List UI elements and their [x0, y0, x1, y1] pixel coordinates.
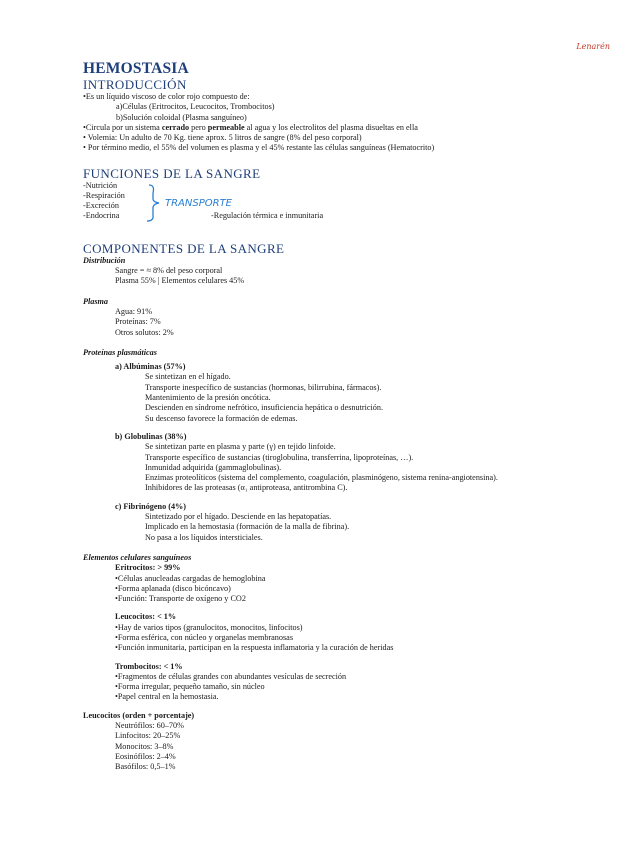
globulinas-line: Enzimas proteolíticos (sistema del complemento, coagulación, plasminógeno, sistema renina-angiotensina). — [145, 473, 498, 483]
albuminas-line: Descienden en síndrome nefrótico, insuficiencia hepática o desnutrición. — [145, 403, 384, 413]
funciones-list — [83, 181, 603, 225]
albuminas-line: Su descenso favorece la formación de edemas. — [145, 413, 298, 423]
albuminas-line: Transporte inespecífico de sustancias (hormonas, bilirrubina, fármacos). — [145, 382, 382, 392]
intro-line-4 — [83, 123, 603, 133]
intro-line-4-post: al agua y los electrolitos del plasma disueltas en ella — [244, 122, 418, 132]
document-title: HEMOSTASIA — [83, 60, 189, 77]
intro-line-2: a)Células (Eritrocitos, Leucocitos, Trombocitos) — [116, 102, 275, 112]
plasma-line: Otros solutos: 2% — [115, 327, 174, 337]
intro-line-4-pre: •Circula por un sistema — [83, 122, 162, 132]
handwritten-transporte: TRANSPORTE — [165, 197, 233, 209]
funcion-item: -Excreción — [83, 200, 119, 210]
intro-line-3: b)Solución coloidal (Plasma sanguíneo) — [116, 112, 247, 122]
albuminas-line: Mantenimiento de la presión oncótica. — [145, 393, 271, 403]
intro-line-5: • Volemia: Un adulto de 70 Kg. tiene aprox. 5 litros de sangre (8% del peso corporal) — [83, 133, 362, 143]
intro-line-6: • Por término medio, el 55% del volumen es plasma y el 45% restante las células sanguíneas (Hematocrito) — [83, 143, 435, 153]
globulinas-line: Se sintetizan parte en plasma y parte (γ) en tejido linfoide. — [145, 442, 336, 452]
plasma-label: Plasma — [83, 296, 109, 306]
leucocitos-line: •Hay de varios tipos (granulocitos, monocitos, linfocitos) — [115, 622, 303, 632]
globulinas-title: b) Globulinas (38%) — [115, 431, 187, 441]
trombocitos-line: •Forma irregular, pequeño tamaño, sin núcleo — [115, 682, 265, 692]
globulinas-line: Transporte específico de sustancias (tiroglobulina, transferrina, lipoproteínas, …). — [145, 452, 414, 462]
eritrocitos-line: •Células anucleadas cargadas de hemoglobina — [115, 573, 266, 583]
plasma-line: Agua: 91% — [115, 306, 153, 316]
document-content — [83, 60, 603, 773]
leucocitos-orden-line: Linfocitos: 20–25% — [115, 731, 181, 741]
intro-heading: INTRODUCCIÓN — [83, 77, 187, 92]
globulinas-line: Inmunidad adquirida (gammaglobulinas). — [145, 462, 282, 472]
intro-line-4-mid: pero — [189, 122, 208, 132]
eritrocitos-line: •Función: Transporte de oxígeno y CO2 — [115, 594, 246, 604]
intro-line-1: •Es un líquido viscoso de color rojo compuesto de: — [83, 92, 250, 101]
distribucion-line: Plasma 55% | Elementos celulares 45% — [115, 276, 245, 286]
elementos-label: Elementos celulares sanguíneos — [83, 552, 192, 562]
intro-bold-cerrado: cerrado — [161, 122, 190, 132]
plasma-line: Proteínas: 7% — [115, 317, 161, 327]
fibrinogeno-line: Implicado en la hemostasia (formación de la malla de fibrina). — [145, 522, 350, 532]
funcion-regulacion: -Regulación térmica e inmunitaria — [211, 210, 324, 220]
albuminas-line: Se sintetizan en el hígado. — [145, 372, 231, 382]
funcion-item: -Endocrina — [83, 210, 120, 220]
trombocitos-line: •Papel central en la hemostasia. — [115, 692, 219, 702]
leucocitos-orden-line: Monocitos: 3–8% — [115, 741, 174, 751]
fibrinogeno-line: No pasa a los líquidos intersticiales. — [145, 532, 263, 542]
trombocitos-title: Trombocitos: < 1% — [115, 661, 183, 671]
leucocitos-orden-label: Leucocitos (orden + porcentaje) — [83, 710, 195, 720]
eritrocitos-line: •Forma aplanada (disco bicóncavo) — [115, 583, 231, 593]
fibrinogeno-line: Sintetizado por el hígado. Desciende en las hepatopatías. — [145, 512, 332, 522]
proteinas-label: Proteínas plasmáticas — [83, 347, 157, 357]
globulinas-line: Inhibidores de las proteasas (α₁ antiproteasa, antitrombina C). — [145, 483, 348, 493]
distribucion-line: Sangre = ≈ 8% del peso corporal — [115, 266, 223, 276]
author-signature: Lenarén — [576, 42, 610, 51]
intro-bold-permeable: permeable — [207, 122, 245, 132]
funcion-item: -Nutrición — [83, 180, 118, 190]
leucocitos-orden-line: Neutrófilos: 60–70% — [115, 721, 184, 731]
distribucion-label: Distribución — [83, 255, 126, 265]
leucocitos-orden-line: Eosinófilos: 2–4% — [115, 751, 176, 761]
leucocitos-line: •Forma esférica, con núcleo y organelas membranosas — [115, 632, 294, 642]
leucocitos-orden-line: Basófilos: 0,5–1% — [115, 762, 176, 772]
funcion-item: -Respiración — [83, 190, 125, 200]
funciones-heading: FUNCIONES DE LA SANGRE — [83, 165, 261, 181]
componentes-heading: COMPONENTES DE LA SANGRE — [83, 240, 285, 256]
albuminas-title: a) Albúminas (57%) — [115, 362, 186, 372]
leucocitos-title: Leucocitos: < 1% — [115, 612, 177, 622]
fibrinogeno-title: c) Fibrinógeno (4%) — [115, 501, 186, 511]
leucocitos-line: •Función inmunitaria, participan en la respuesta inflamatoria y la curación de heridas — [115, 643, 394, 653]
trombocitos-line: •Fragmentos de células grandes con abundantes vesículas de secreción — [115, 671, 347, 681]
eritrocitos-title: Eritrocitos: > 99% — [115, 563, 181, 573]
